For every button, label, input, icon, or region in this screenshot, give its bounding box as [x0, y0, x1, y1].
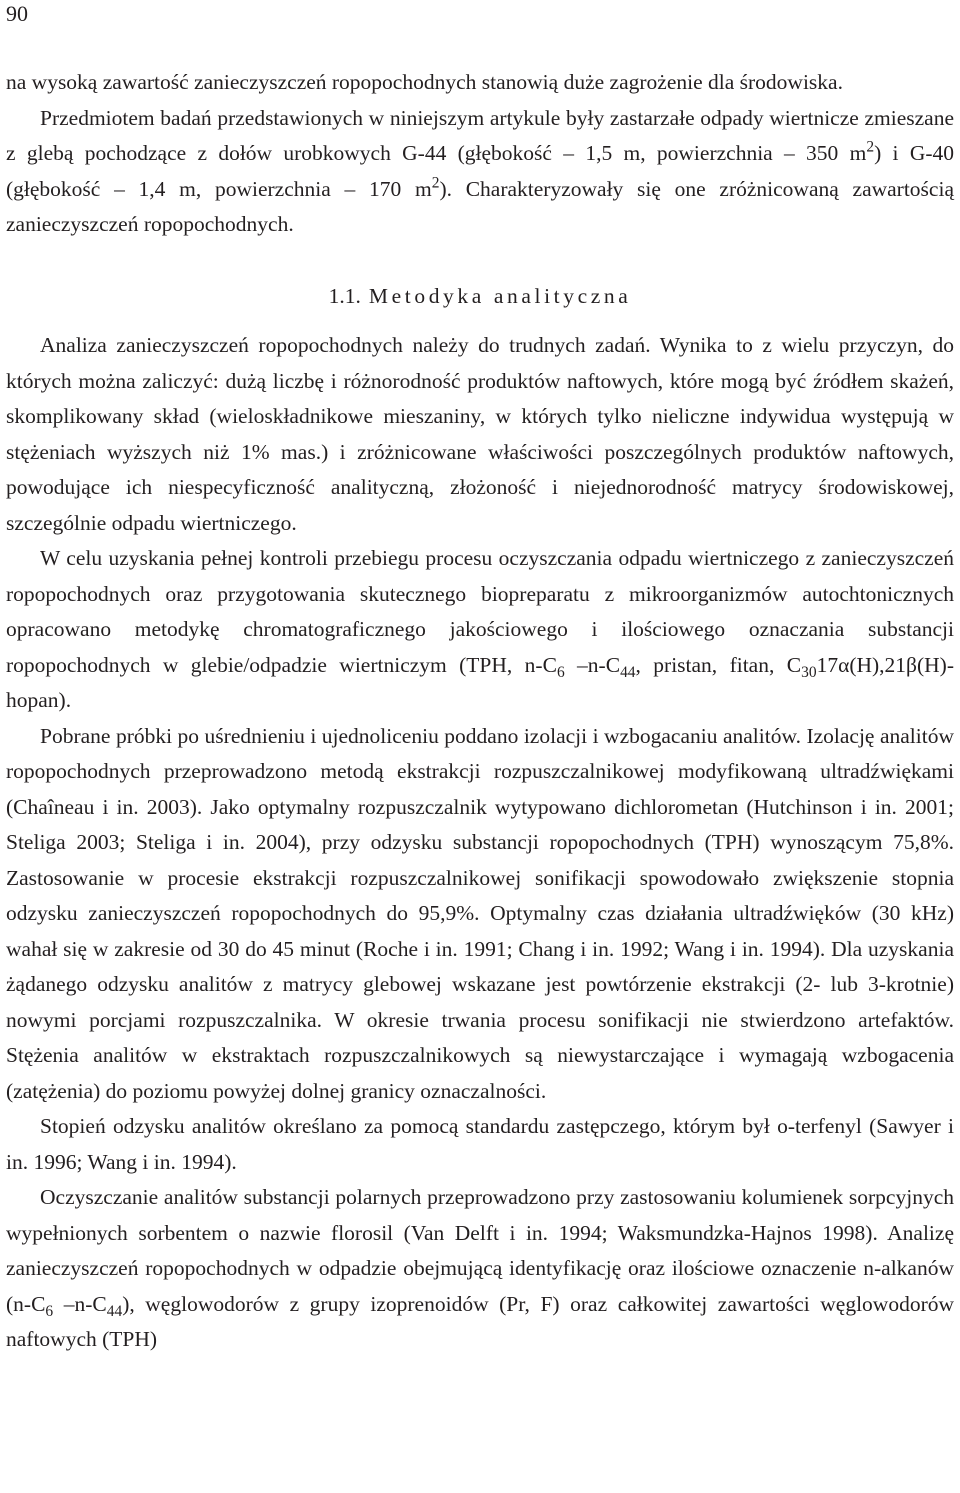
paragraph-text: Stopień odzysku analitów określano za pomocą standardu zastępczego, którym był o-terfenyl (Sawyer i in. 1996; Wang i in. 1994).: [6, 1114, 954, 1174]
section-number: 1.1.: [328, 283, 361, 308]
paragraph-analysis-difficulty: [6, 328, 954, 541]
paragraph-text: na wysoką zawartość zanieczyszczeń ropopochodnych stanowią duże zagrożenie dla środowiska.: [6, 70, 843, 94]
paragraph-extraction: [6, 719, 954, 1110]
subscript: 44: [106, 1302, 123, 1320]
paragraph-text: Analiza zanieczyszczeń ropopochodnych należy do trudnych zadań. Wynika to z wielu przyczyn, do których można zaliczyć: dużą liczbę i różnorodność produktów naftowych, które mogą być źródłem skażeń, skomplikowany skład (wieloskładnikowe mieszaniny, w których tylko nieliczne indywidua występują w stężeniach wyższych niż 1% mas.) i zróżnicowane właściwości poszczególnych produktów naftowych, powodujące ich niespecyficzność analityczną, złożoność i niejednorodność matrycy środowiskowej, szczególnie odpadu wiertniczego.: [6, 333, 954, 535]
body-text: [6, 65, 954, 1358]
section-title: Metodyka analityczna: [368, 283, 632, 308]
superscript: 2: [431, 174, 440, 191]
paragraph-methodology: W celu uzyskania pełnej kontroli przebiegu procesu oczyszczania odpadu wiertniczego z zanieczyszczeń ropopochodnych oraz przygotowania skutecznego biopreparatu z mikroorganizmów autochtonicznych opracowano metodykę chromatograficznego jakościowego i ilościowego oznaczania substancji ropopochodnych w glebie/odpadzie wiertniczym (TPH, $n-C_6$ $-n-C_{44}$, pristan, fitan, $C_{30}17\alpha(H),21\beta(H)-hopan$).: [6, 546, 954, 712]
subscript: 44: [620, 663, 636, 681]
superscript: 2: [866, 138, 875, 156]
subscript: 6: [556, 663, 565, 681]
page-number: 90: [6, 1, 28, 26]
paragraph-recovery: [6, 1109, 954, 1180]
paragraph-continuation: [6, 65, 954, 101]
subscript: 30: [801, 663, 817, 681]
paragraph-text: Pobrane próbki po uśrednieniu i ujednoliceniu poddano izolacji i wzbogacaniu analitów. Izolację analitów ropopochodnych przeprowadzono metodą ekstrakcji rozpuszczalnikowej modyfikowaną ultradźwiękami (Chaîneau i in. 2003). Jako optymalny rozpuszczalnik wytypowano dichlorometan (Hutchinson i in. 2001; Steliga 2003; Steliga i in. 2004), przy odzysku substancji ropopochodnych (TPH) wynoszącym 75,8%. Zastosowanie w procesie ekstrakcji rozpuszczalnikowej sonifikacji spowodowało zwiększenie stopnia odzysku zanieczyszczeń ropopochodnych do 95,9%. Optymalny czas działania ultradźwięków (30 kHz) wahał się w zakresie od 30 do 45 minut (Roche i in. 1991; Chang i in. 1992; Wang i in. 1994). Dla uzyskania żądanego odzysku analitów z matrycy glebowej wskazane jest powtórzenie ekstrakcji (2- lub 3-krotnie) nowymi porcjami rozpuszczalnika. W okresie trwania procesu sonifikacji nie stwierdzono artefaktów. Stężenia analitów w ekstraktach rozpuszczalnikowych są niewystarczające i wymagają wzbogacenia (zatężenia) do poziomu powyżej dolnej granicy oznaczalności.: [6, 723, 954, 1103]
subscript: 6: [45, 1302, 54, 1320]
paragraph-study-subject: Przedmiotem badań przedstawionych w niniejszym artykule były zastarzałe odpady wiertnicze zmieszane z glebą pochodzące z dołów urobkowych G-44 (głębokość – 1,5 m, powierzchnia – 350 $m^2$) i G-40 (głębokość – 1,4 m, powierzchnia – 170 $m^2$). Charakteryzowały się one zróżnicowaną zawartością zanieczyszczeń ropopochodnych.: [6, 105, 955, 236]
section-heading: [6, 279, 954, 315]
paragraph-cleanup: Oczyszczanie analitów substancji polarnych przeprowadzono przy zastosowaniu kolumienek sorpcyjnych wypełnionych sorbentem o nazwie florosil (Van Delft i in. 1994; Waksmundzka-Hajnos 1998). Analizę zanieczyszczeń ropopochodnych w odpadzie obejmującą identyfikację oraz ilościowe oznaczenie n-alkanów ($n-C_6$ $-n-C_{44}$), węglowodorów z grupy izoprenoidów (Pr, F) oraz całkowitej zawartości węglowodorów naftowych (TPH): [6, 1185, 955, 1351]
